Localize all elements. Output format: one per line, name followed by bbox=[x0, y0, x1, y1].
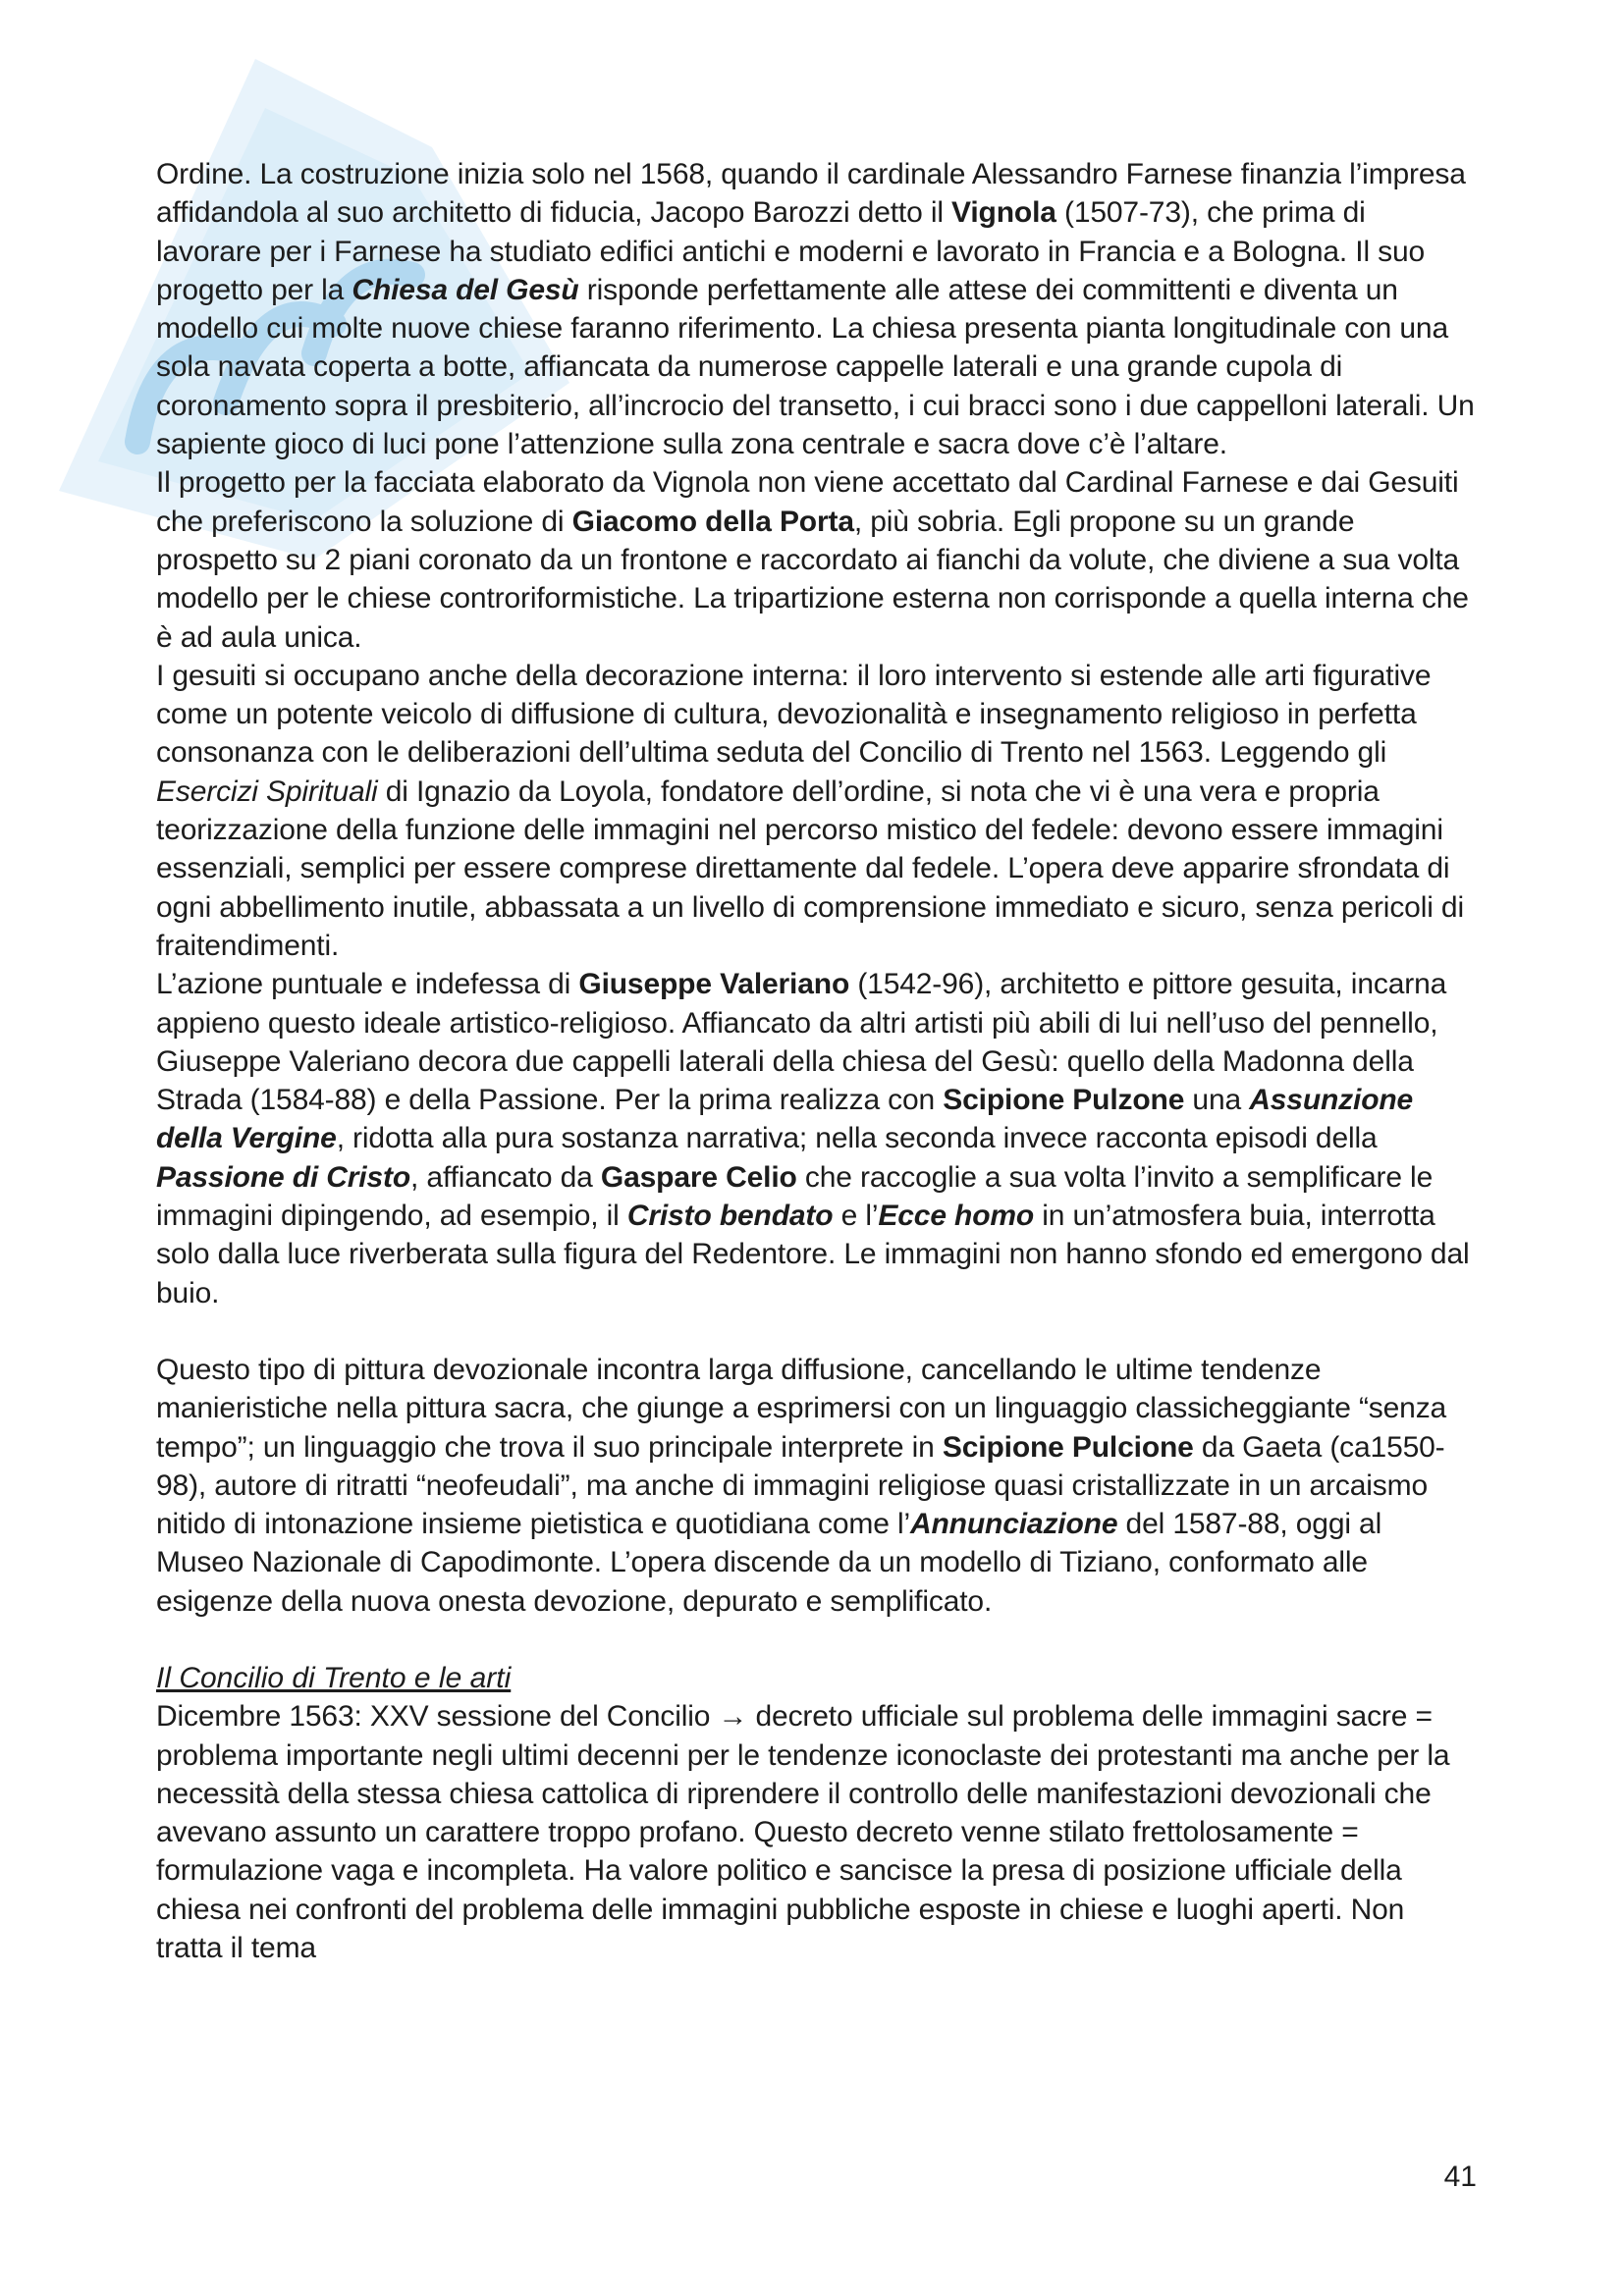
text-run: da Gaeta (ca1550-98), autore di ritratti “neofeudali”, ma anche di immagini religiose quasi cristallizzate in un arcaismo nitido di intonazione insieme pietistica e quotidiana come l’ bbox=[156, 1430, 1445, 1541]
artwork-title: Assunzione della Vergine bbox=[156, 1084, 1414, 1155]
text-run: e l’ bbox=[833, 1200, 879, 1233]
text-run: Questo tipo di pittura devozionale incontra larga diffusione, cancellando le ultime tendenze manieristiche nella pittura sacra, che giunge a esprimersi con un linguaggio classicheggiante “senza tempo”; un linguaggio che trova il suo principale interprete in bbox=[156, 1353, 1447, 1464]
artwork-title: Cristo bendato bbox=[626, 1200, 834, 1233]
document-body bbox=[156, 155, 1477, 1967]
bold-term: Gaspare Celio bbox=[600, 1160, 797, 1194]
text-run: Ordine. La costruzione inizia solo nel 1568, quando il cardinale Alessandro Farnese finanzia l’impresa affidandola al suo architetto di fiducia, Jacopo Barozzi detto il bbox=[156, 158, 1466, 230]
text-run: che raccoglie a sua volta l’invito a semplificare le immagini dipingendo, ad esempio, il bbox=[156, 1160, 1434, 1233]
text-run: una bbox=[1184, 1084, 1250, 1117]
text-run: I gesuiti si occupano anche della decorazione interna: il loro intervento si estende alle arti figurative come un potente veicolo di diffusione di cultura, devozionalità e insegnamento religioso in perfetta consonanza con le deliberazioni dell’ultima seduta del Concilio di Trento nel 1563. Leggendo gli bbox=[156, 659, 1432, 770]
text-run: in un’atmosfera buia, interrotta solo dalla luce riverberata sulla figura del Redentore. Le immagini non hanno sfondo ed emergono dal buio. bbox=[156, 1200, 1470, 1309]
text-run: del 1587-88, oggi al Museo Nazionale di Capodimonte. L’opera discende da un modello di Tiziano, conformato alle esigenze della nuova onesta devozione, depurato e semplificato. bbox=[156, 1508, 1382, 1618]
bold-term: Giuseppe Valeriano bbox=[578, 968, 850, 1001]
italic-title: Esercizi Spirituali bbox=[156, 774, 378, 808]
text-run: L’azione puntuale e indefessa di bbox=[156, 968, 579, 1001]
bold-term: Vignola bbox=[951, 196, 1056, 230]
paragraph bbox=[156, 463, 1477, 656]
paragraph bbox=[156, 965, 1477, 1312]
text-run: , ridotta alla pura sostanza narrativa; nella seconda invece racconta episodi della bbox=[336, 1122, 1378, 1155]
text-run: di Ignazio da Loyola, fondatore dell’ordine, si nota che vi è una vera e propria teorizzazione della funzione delle immagini nel percorso mistico del fedele: devono essere immagini essenziali, semplici per essere comprese direttamente dal fedele. L’opera deve apparire sfrondata di ogni abbellimento inutile, abbassata a un livello di comprensione immediato e sicuro, senza pericoli di fraitendimenti. bbox=[156, 774, 1464, 962]
artwork-title: Ecce homo bbox=[878, 1200, 1035, 1233]
text-run: , affiancato da bbox=[410, 1160, 601, 1194]
paragraph bbox=[156, 657, 1477, 965]
paragraph bbox=[156, 1351, 1477, 1621]
text-run: (1542-96), architetto e pittore gesuita, incarna appieno questo ideale artistico-religioso. Affiancato da altri artisti più abili di lui nell’uso del pennello, Giuseppe Valeriano decora due cappelli laterali della chiesa del Gesù: quello della Madonna della Strada (1584-88) e della Passione. Per la prima realizza con bbox=[156, 968, 1447, 1117]
text-run: Dicembre 1563: XXV sessione del Concilio → decreto ufficiale sul problema delle immagini sacre = problema importante negli ultimi decenni per le tendenze iconoclaste dei protestanti ma anche per la necessità della stessa chiesa cattolica di riprendere il controllo delle manifestazioni devozionali che avevano assunto un carattere troppo profano. Questo decreto venne stilato frettolosamente = formulazione vaga e incompleta. Ha valore politico e sancisce la presa di posizione ufficiale della chiesa nei confronti del problema delle immagini pubbliche esposte in chiese e luoghi aperti. Non tratta il tema bbox=[156, 1700, 1450, 1965]
bold-term: Scipione Pulzone bbox=[943, 1084, 1185, 1117]
text-run: risponde perfettamente alle attese dei committenti e diventa un modello cui molte nuove chiese faranno riferimento. La chiesa presenta pianta longitudinale con una sola navata coperta a botte, affiancata da numerose cappelle laterali e una grande cupola di coronamento sopra il presbiterio, all’incrocio del transetto, i cui bracci sono i due cappelloni laterali. Un sapiente gioco di luci pone l’attenzione sulla zona centrale e sacra dove c’è l’altare. bbox=[156, 273, 1475, 461]
artwork-title: Passione di Cristo bbox=[156, 1160, 411, 1194]
text-run: , più sobria. Egli propone su un grande prospetto su 2 piani coronato da un frontone e raccordato ai fianchi da volute, che diviene a sua volta modello per le chiese controriformistiche. La tripartizione esterna non corrisponde a quella interna che è ad aula unica. bbox=[156, 505, 1469, 654]
artwork-title: Annunciazione bbox=[909, 1508, 1118, 1541]
text-run: (1507-73), che prima di lavorare per i Farnese ha studiato edifici antichi e moderni e lavorato in Francia e a Bologna. Il suo progetto per la bbox=[156, 196, 1426, 306]
text-run: Il progetto per la facciata elaborato da Vignola non viene accettato dal Cardinal Farnese e dai Gesuiti che preferiscono la soluzione di bbox=[156, 466, 1459, 538]
paragraph bbox=[156, 155, 1477, 463]
paragraph-gap bbox=[156, 1621, 1477, 1659]
artwork-title: Chiesa del Gesù bbox=[352, 273, 579, 306]
bold-term: Giacomo della Porta bbox=[571, 505, 854, 538]
section-heading: Il Concilio di Trento e le arti bbox=[156, 1661, 512, 1694]
page-number: 41 bbox=[1443, 2161, 1477, 2193]
paragraph-gap bbox=[156, 1312, 1477, 1351]
paragraph bbox=[156, 1697, 1477, 1967]
bold-term: Scipione Pulcione bbox=[942, 1430, 1194, 1464]
